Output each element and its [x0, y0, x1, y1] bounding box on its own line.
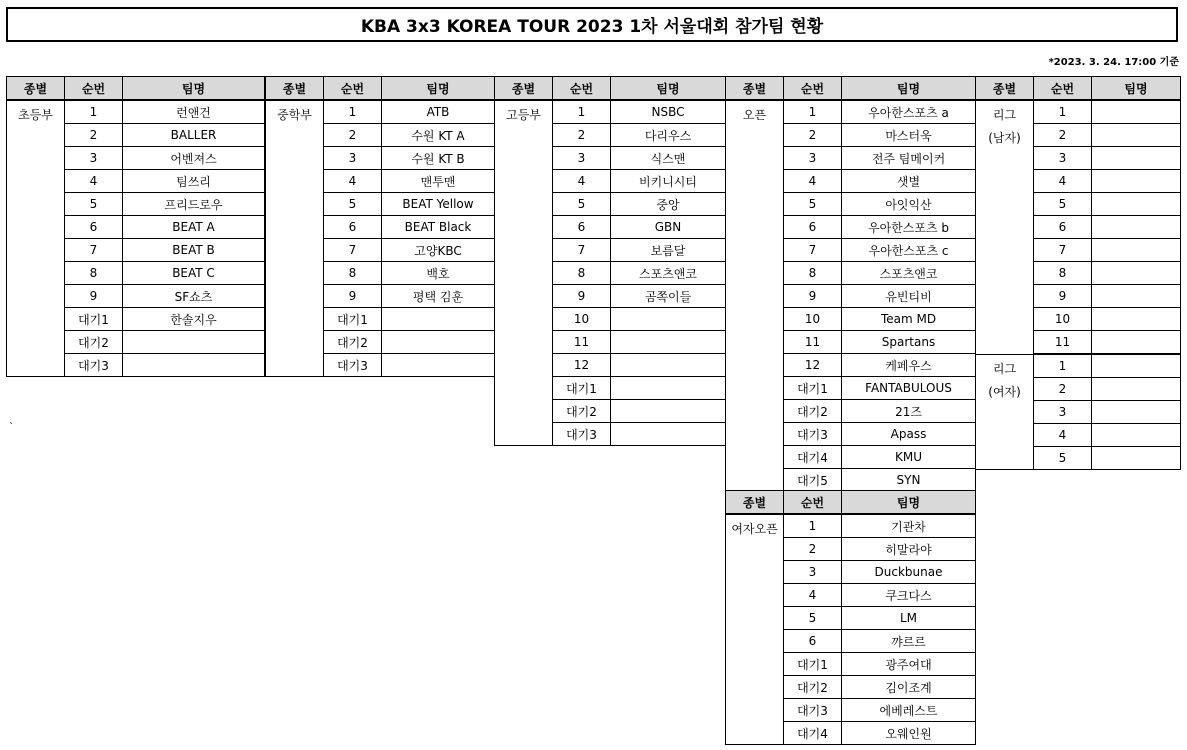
- order-cell: 대기4: [784, 722, 842, 745]
- order-cell: 9: [1034, 285, 1092, 308]
- team-name-cell: [1092, 216, 1181, 239]
- team-name-cell: [1092, 100, 1181, 124]
- order-cell: 4: [65, 170, 123, 193]
- order-cell: 7: [65, 239, 123, 262]
- order-cell: 6: [553, 216, 611, 239]
- team-name-cell: BEAT Black: [382, 216, 495, 239]
- team-name-cell: [1092, 147, 1181, 170]
- team-name-cell: LM: [842, 607, 976, 630]
- order-cell: 5: [553, 193, 611, 216]
- order-cell: 6: [784, 630, 842, 653]
- league-category-line1: 리그: [992, 108, 1017, 122]
- team-name-cell: [1092, 401, 1181, 424]
- order-cell: 1: [65, 100, 123, 124]
- order-cell: 2: [65, 124, 123, 147]
- order-cell: 4: [1034, 424, 1092, 447]
- order-cell: 1: [784, 100, 842, 124]
- table-row: [726, 514, 976, 538]
- team-name-cell: BEAT Yellow: [382, 193, 495, 216]
- team-name-cell: 우아한스포츠 c: [842, 239, 976, 262]
- header-team: 팀명: [842, 491, 976, 515]
- team-name-cell: ATB: [382, 100, 495, 124]
- header-row: [7, 77, 265, 101]
- order-cell: 대기1: [65, 308, 123, 331]
- order-cell: 1: [784, 514, 842, 538]
- team-name-cell: Spartans: [842, 331, 976, 354]
- team-name-cell: 21즈: [842, 400, 976, 423]
- order-cell: 8: [65, 262, 123, 285]
- header-order: 순번: [1034, 77, 1092, 101]
- team-name-cell: 아잇익산: [842, 193, 976, 216]
- team-name-cell: 우아한스포츠 a: [842, 100, 976, 124]
- womens-open-table: [725, 490, 976, 745]
- team-name-cell: 어벤져스: [123, 147, 265, 170]
- team-name-cell: 기관차: [842, 514, 976, 538]
- division-category: 초등부: [7, 100, 65, 377]
- order-cell: 2: [553, 124, 611, 147]
- team-name-cell: [1092, 193, 1181, 216]
- team-name-cell: [1092, 124, 1181, 147]
- order-cell: 2: [1034, 124, 1092, 147]
- date-stamp: *2023. 3. 24. 17:00 기준: [1048, 57, 1179, 68]
- team-name-cell: 팀쓰리: [123, 170, 265, 193]
- header-order: 순번: [65, 77, 123, 101]
- header-team: 팀명: [382, 77, 495, 101]
- table-row: [7, 100, 265, 124]
- stray-tick-mark: `: [9, 422, 14, 433]
- team-name-cell: 수원 KT B: [382, 147, 495, 170]
- order-cell: 대기2: [784, 676, 842, 699]
- team-name-cell: 런앤건: [123, 100, 265, 124]
- order-cell: 2: [1034, 378, 1092, 401]
- team-name-cell: 쿠크다스: [842, 584, 976, 607]
- team-name-cell: BEAT B: [123, 239, 265, 262]
- team-name-cell: 한솔지우: [123, 308, 265, 331]
- team-name-cell: KMU: [842, 446, 976, 469]
- team-name-cell: BALLER: [123, 124, 265, 147]
- order-cell: 6: [784, 216, 842, 239]
- order-cell: 9: [324, 285, 382, 308]
- team-name-cell: 히말라야: [842, 538, 976, 561]
- division-category: 고등부: [495, 100, 553, 446]
- table-row: [495, 100, 726, 124]
- team-name-cell: 마스터욱: [842, 124, 976, 147]
- league-category: [976, 100, 1034, 354]
- team-name-cell: [611, 308, 726, 331]
- header-category: 종별: [266, 77, 324, 101]
- header-team: 팀명: [842, 77, 976, 101]
- header-order: 순번: [784, 491, 842, 515]
- order-cell: 4: [1034, 170, 1092, 193]
- team-name-cell: [1092, 447, 1181, 470]
- team-name-cell: [1092, 262, 1181, 285]
- header-order: 순번: [553, 77, 611, 101]
- header-row: [266, 77, 495, 101]
- table-row: [976, 354, 1181, 378]
- middle-table: [265, 76, 495, 377]
- order-cell: 11: [784, 331, 842, 354]
- team-name-cell: 스포츠앤코: [842, 262, 976, 285]
- team-name-cell: 평택 김훈: [382, 285, 495, 308]
- order-cell: 5: [324, 193, 382, 216]
- order-cell: 12: [784, 354, 842, 377]
- team-name-cell: 유빈티비: [842, 285, 976, 308]
- order-cell: 7: [324, 239, 382, 262]
- team-name-cell: BEAT A: [123, 216, 265, 239]
- open-table: [725, 76, 976, 492]
- order-cell: 2: [784, 124, 842, 147]
- header-category: 종별: [495, 77, 553, 101]
- order-cell: 대기3: [784, 423, 842, 446]
- team-name-cell: [611, 400, 726, 423]
- team-name-cell: [382, 331, 495, 354]
- order-cell: 7: [1034, 239, 1092, 262]
- team-name-cell: 전주 팀메이커: [842, 147, 976, 170]
- order-cell: 5: [65, 193, 123, 216]
- league-category-line1: 리그: [992, 361, 1017, 376]
- table-row: [976, 100, 1181, 124]
- team-name-cell: 오웨인원: [842, 722, 976, 745]
- team-name-cell: 프리드로우: [123, 193, 265, 216]
- order-cell: 2: [784, 538, 842, 561]
- order-cell: 10: [1034, 308, 1092, 331]
- team-name-cell: 식스맨: [611, 147, 726, 170]
- league-category-line2: (남자): [988, 131, 1021, 145]
- team-name-cell: 보름달: [611, 239, 726, 262]
- league-category-line2: (여자): [988, 384, 1021, 399]
- order-cell: 9: [553, 285, 611, 308]
- order-cell: 9: [784, 285, 842, 308]
- team-name-cell: [1092, 308, 1181, 331]
- team-name-cell: 다리우스: [611, 124, 726, 147]
- league-category: [976, 354, 1034, 470]
- order-cell: 7: [553, 239, 611, 262]
- division-category: 오픈: [726, 100, 784, 492]
- page-title: KBA 3x3 KOREA TOUR 2023 1차 서울대회 참가팀 현황: [6, 7, 1178, 42]
- header-row: [976, 77, 1181, 101]
- league-body: [976, 77, 1181, 470]
- team-name-cell: 광주여대: [842, 653, 976, 676]
- order-cell: 대기3: [324, 354, 382, 377]
- header-category: 종별: [976, 77, 1034, 101]
- header-row: [726, 77, 976, 101]
- team-name-cell: 백호: [382, 262, 495, 285]
- order-cell: 대기4: [784, 446, 842, 469]
- order-cell: 1: [1034, 354, 1092, 378]
- order-cell: 3: [784, 561, 842, 584]
- order-cell: 대기2: [65, 331, 123, 354]
- team-name-cell: Duckbunae: [842, 561, 976, 584]
- order-cell: 대기2: [553, 400, 611, 423]
- team-name-cell: [611, 331, 726, 354]
- team-name-cell: [382, 308, 495, 331]
- team-name-cell: Team MD: [842, 308, 976, 331]
- order-cell: 대기1: [324, 308, 382, 331]
- team-name-cell: BEAT C: [123, 262, 265, 285]
- order-cell: 4: [553, 170, 611, 193]
- team-name-cell: 김이조계: [842, 676, 976, 699]
- division-body: [726, 77, 976, 492]
- order-cell: 5: [1034, 447, 1092, 470]
- order-cell: 4: [784, 584, 842, 607]
- division-category: 여자오픈: [726, 514, 784, 745]
- table-row: [266, 100, 495, 124]
- order-cell: 대기1: [784, 653, 842, 676]
- order-cell: 대기1: [553, 377, 611, 400]
- order-cell: 5: [784, 607, 842, 630]
- division-body: [495, 77, 726, 446]
- order-cell: 12: [553, 354, 611, 377]
- order-cell: 3: [324, 147, 382, 170]
- team-name-cell: 맨투맨: [382, 170, 495, 193]
- order-cell: 3: [553, 147, 611, 170]
- team-name-cell: 우아한스포츠 b: [842, 216, 976, 239]
- order-cell: 5: [784, 193, 842, 216]
- team-name-cell: FANTABULOUS: [842, 377, 976, 400]
- order-cell: 대기3: [553, 423, 611, 446]
- team-name-cell: 케페우스: [842, 354, 976, 377]
- order-cell: 대기3: [65, 354, 123, 377]
- team-name-cell: [611, 377, 726, 400]
- division-body: [7, 77, 265, 377]
- team-name-cell: [1092, 354, 1181, 378]
- header-category: 종별: [726, 491, 784, 515]
- team-name-cell: 비키니시티: [611, 170, 726, 193]
- order-cell: 2: [324, 124, 382, 147]
- header-team: 팀명: [1092, 77, 1181, 101]
- header-team: 팀명: [611, 77, 726, 101]
- order-cell: 1: [553, 100, 611, 124]
- order-cell: 4: [784, 170, 842, 193]
- team-name-cell: GBN: [611, 216, 726, 239]
- team-name-cell: 스포츠앤코: [611, 262, 726, 285]
- team-name-cell: [611, 423, 726, 446]
- order-cell: 11: [553, 331, 611, 354]
- team-name-cell: [1092, 378, 1181, 401]
- team-name-cell: 수원 KT A: [382, 124, 495, 147]
- team-name-cell: 중앙: [611, 193, 726, 216]
- order-cell: 3: [1034, 401, 1092, 424]
- team-name-cell: NSBC: [611, 100, 726, 124]
- team-name-cell: 에베레스트: [842, 699, 976, 722]
- league-table: [975, 76, 1181, 470]
- order-cell: 7: [784, 239, 842, 262]
- team-name-cell: [611, 354, 726, 377]
- order-cell: 8: [784, 262, 842, 285]
- team-name-cell: 고양KBC: [382, 239, 495, 262]
- high-school-table: [494, 76, 726, 446]
- team-name-cell: SF쇼츠: [123, 285, 265, 308]
- order-cell: 대기2: [324, 331, 382, 354]
- team-name-cell: [1092, 331, 1181, 355]
- header-order: 순번: [784, 77, 842, 101]
- header-order: 순번: [324, 77, 382, 101]
- team-name-cell: [123, 354, 265, 377]
- order-cell: 10: [784, 308, 842, 331]
- order-cell: 5: [1034, 193, 1092, 216]
- order-cell: 8: [1034, 262, 1092, 285]
- order-cell: 대기1: [784, 377, 842, 400]
- order-cell: 6: [324, 216, 382, 239]
- order-cell: 6: [65, 216, 123, 239]
- order-cell: 3: [1034, 147, 1092, 170]
- order-cell: 3: [65, 147, 123, 170]
- team-name-cell: [1092, 424, 1181, 447]
- order-cell: 6: [1034, 216, 1092, 239]
- header-team: 팀명: [123, 77, 265, 101]
- team-name-cell: [123, 331, 265, 354]
- division-body: [266, 77, 495, 377]
- team-name-cell: [1092, 239, 1181, 262]
- order-cell: 3: [784, 147, 842, 170]
- elementary-table: [6, 76, 265, 377]
- team-name-cell: [1092, 285, 1181, 308]
- order-cell: 4: [324, 170, 382, 193]
- order-cell: 1: [1034, 100, 1092, 124]
- team-name-cell: SYN: [842, 469, 976, 492]
- order-cell: 1: [324, 100, 382, 124]
- team-name-cell: 곰쪽이들: [611, 285, 726, 308]
- team-name-cell: 꺄르르: [842, 630, 976, 653]
- order-cell: 대기2: [784, 400, 842, 423]
- team-name-cell: 샛별: [842, 170, 976, 193]
- order-cell: 10: [553, 308, 611, 331]
- team-name-cell: [1092, 170, 1181, 193]
- division-body: [726, 491, 976, 745]
- header-category: 종별: [726, 77, 784, 101]
- team-name-cell: [382, 354, 495, 377]
- order-cell: 8: [553, 262, 611, 285]
- order-cell: 8: [324, 262, 382, 285]
- header-row: [495, 77, 726, 101]
- division-category: 중학부: [266, 100, 324, 377]
- order-cell: 대기5: [784, 469, 842, 492]
- header-row: [726, 491, 976, 515]
- order-cell: 9: [65, 285, 123, 308]
- header-category: 종별: [7, 77, 65, 101]
- team-name-cell: Apass: [842, 423, 976, 446]
- order-cell: 11: [1034, 331, 1092, 355]
- table-row: [726, 100, 976, 124]
- order-cell: 대기3: [784, 699, 842, 722]
